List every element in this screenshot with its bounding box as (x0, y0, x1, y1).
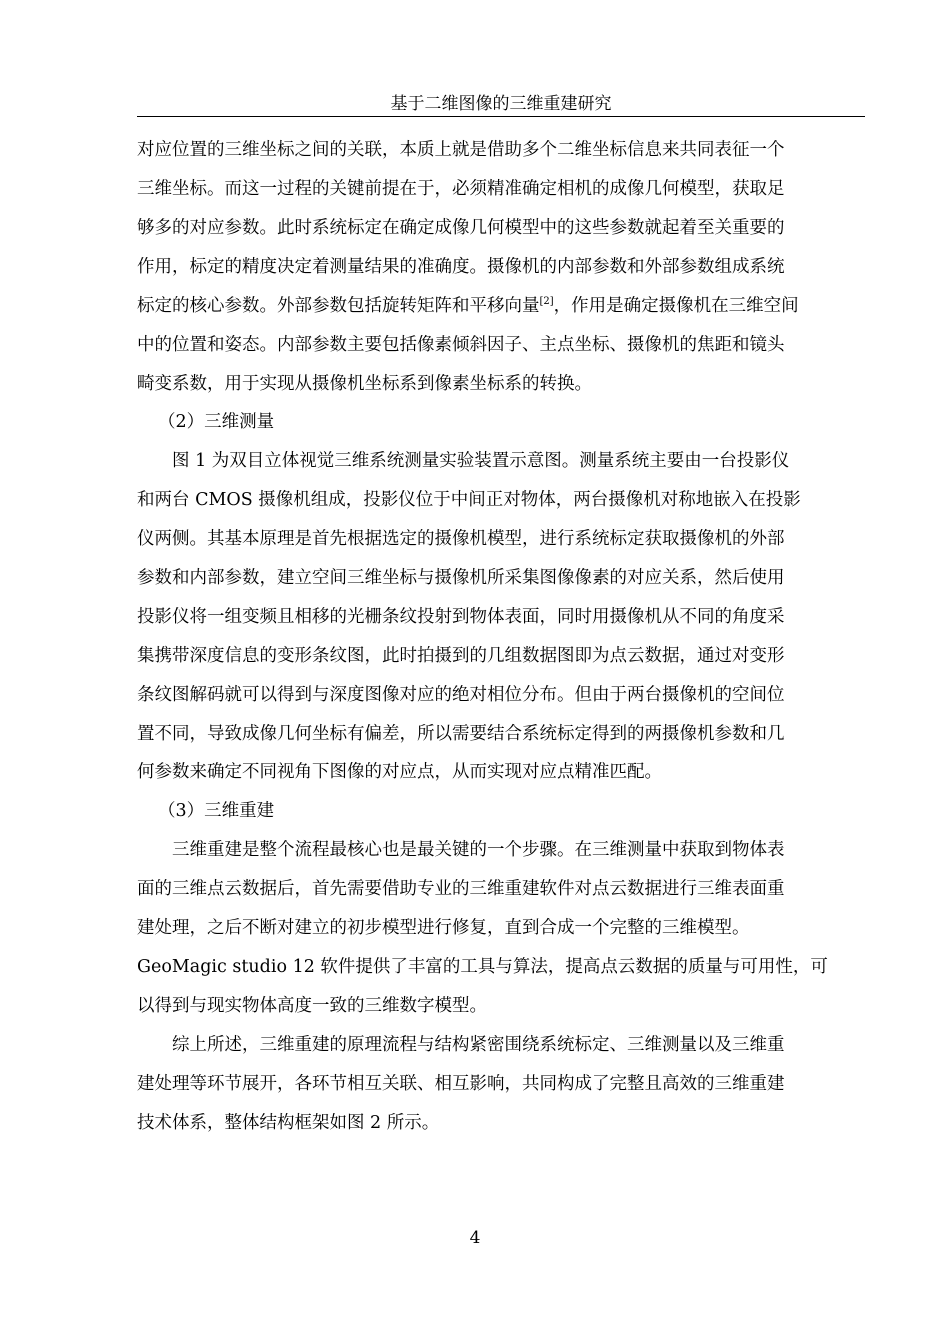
page-header-title: 基于二维图像的三维重建研究 (390, 94, 612, 114)
text-line: 投影仪将一组变频且相移的光栅条纹投射到物体表面，同时用摄像机从不同的角度采 (137, 607, 785, 627)
page-number: 4 (469, 1228, 481, 1248)
text-line: 以得到与现实物体高度一致的三维数字模型。 (137, 996, 487, 1016)
text-line: 综上所述，三维重建的原理流程与结构紧密围绕系统标定、三维测量以及三维重 (172, 1035, 785, 1055)
text-line: 作用，标定的精度决定着测量结果的准确度。摄像机的内部参数和外部参数组成系统 (137, 257, 785, 277)
text-line: 何参数来确定不同视角下图像的对应点，从而实现对应点精准匹配。 (137, 762, 662, 782)
text-line: 中的位置和姿态。内部参数主要包括像素倾斜因子、主点坐标、摄像机的焦距和镜头 (137, 335, 785, 355)
text-line: 畸变系数，用于实现从摄像机坐标系到像素坐标系的转换。 (137, 374, 592, 394)
text-line: 仪两侧。其基本原理是首先根据选定的摄像机模型，进行系统标定获取摄像机的外部 (137, 529, 785, 549)
text-line: 建处理等环节展开，各环节相互关联、相互影响，共同构成了完整且高效的三维重建 (137, 1074, 785, 1094)
citation-superscript: [2] (539, 296, 554, 307)
text-line: 条纹图解码就可以得到与深度图像对应的绝对相位分布。但由于两台摄像机的空间位 (137, 685, 785, 705)
text-line: 和两台 CMOS 摄像机组成，投影仪位于中间正对物体，两台摄像机对称地嵌入在投影 (137, 490, 801, 510)
text-line: 面的三维点云数据后，首先需要借助专业的三维重建软件对点云数据进行三维表面重 (137, 879, 785, 899)
text-line: 图 1 为双目立体视觉三维系统测量实验装置示意图。测量系统主要由一台投影仪 (172, 451, 790, 471)
text-line: 建处理，之后不断对建立的初步模型进行修复，直到合成一个完整的三维模型。 (137, 918, 750, 938)
section-heading-measurement: （2）三维测量 (158, 412, 275, 432)
section-heading-reconstruction: （3）三维重建 (158, 801, 275, 821)
text-line: 三维坐标。而这一过程的关键前提在于，必须精准确定相机的成像几何模型，获取足 (137, 179, 785, 199)
text-line: 三维重建是整个流程最核心也是最关键的一个步骤。在三维测量中获取到物体表 (172, 840, 785, 860)
text-line: 集携带深度信息的变形条纹图，此时拍摄到的几组数据图即为点云数据，通过对变形 (137, 646, 785, 666)
header-rule (137, 116, 865, 117)
text-line: 对应位置的三维坐标之间的关联，本质上就是借助多个二维坐标信息来共同表征一个 (137, 140, 785, 160)
text-line: 够多的对应参数。此时系统标定在确定成像几何模型中的这些参数就起着至关重要的 (137, 218, 785, 238)
text-line: 技术体系，整体结构框架如图 2 所示。 (137, 1113, 440, 1133)
text-line-with-citation (137, 287, 865, 326)
text-segment: 标定的核心参数。外部参数包括旋转矩阵和平移向量 (137, 296, 540, 316)
text-line: 置不同，导致成像几何坐标有偏差，所以需要结合系统标定得到的两摄像机参数和几 (137, 724, 785, 744)
text-line: GeoMagic studio 12 软件提供了丰富的工具与算法，提高点云数据的质量与可用性，可 (137, 957, 828, 977)
text-segment: ，作用是确定摄像机在三维空间 (553, 296, 799, 316)
text-line: 参数和内部参数，建立空间三维坐标与摄像机所采集图像像素的对应关系，然后使用 (137, 568, 785, 588)
